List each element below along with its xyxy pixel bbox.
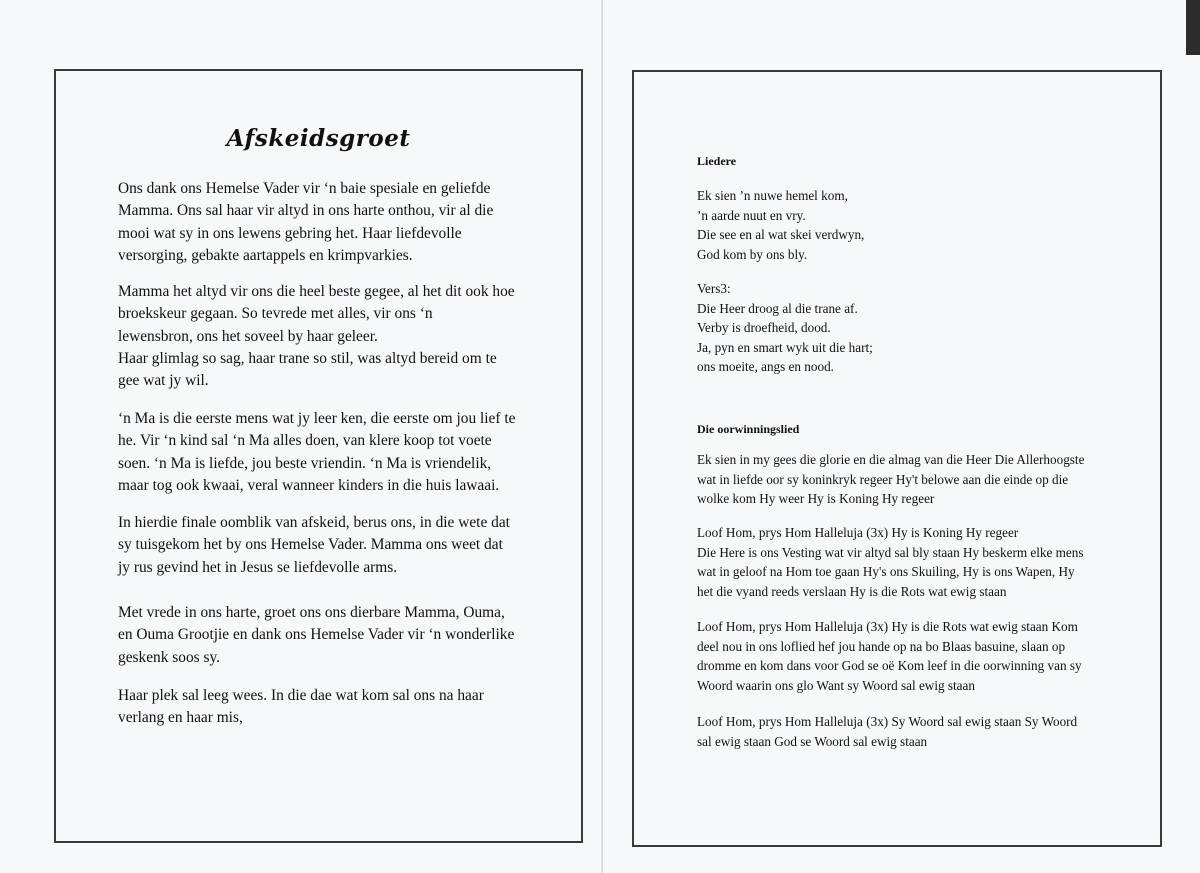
text-line: God kom by ons bly.: [697, 246, 808, 262]
scan-edge-mark: [1186, 0, 1200, 55]
text-line: Die see en al wat skei verdwyn,: [697, 227, 865, 243]
text-line: dromme en kom dans voor God se oë Kom leef in die oorwinning van sy: [697, 658, 1082, 674]
text-line: Woord waarin ons glo Want sy Woord sal ewig staan: [697, 677, 975, 693]
text-line: verlang en haar mis,: [118, 709, 243, 727]
text-line: Die Here is ons Vesting wat vir altyd sal bly staan Hy beskerm elke mens: [697, 544, 1084, 560]
oorwinning-heading: Die oorwinningslied: [697, 422, 800, 436]
left-page-border: [54, 69, 583, 843]
paragraph-best: [118, 281, 558, 392]
paragraph-plek: [118, 685, 558, 730]
text-line: jy rus gevind het in Jesus se liefdevolle arms.: [118, 558, 398, 576]
text-line: Die Heer droog al die trane af.: [697, 300, 858, 316]
text-line: Ons dank ons Hemelse Vader vir ‘n baie spesiale en geliefde: [118, 180, 491, 197]
text-line: lewensbron, ons het soveel by haar geleer.: [118, 327, 378, 345]
text-line: ’n aarde nuut en vry.: [697, 207, 806, 223]
song-paragraph: [697, 712, 1107, 751]
right-page-border: [632, 70, 1162, 847]
song-paragraph: [697, 523, 1107, 601]
text-line: Verby is droefheid, dood.: [697, 320, 831, 336]
song-paragraph: [697, 450, 1107, 509]
text-line: deel nou in ons loflied hef jou hande op na bo Blaas basuine, slaan op: [697, 638, 1066, 654]
liedere-heading: Liedere: [697, 154, 737, 168]
text-line: Loof Hom, prys Hom Halleluja (3x) Hy is Koning Hy regeer: [697, 525, 1019, 540]
paragraph-vrede: [118, 602, 558, 669]
right-page: [603, 0, 1200, 873]
text-line: Mamma het altyd vir ons die heel beste gegee, al het dit ook hoe: [118, 283, 515, 300]
text-line: mooi wat sy in ons lewens gebring het. Haar liefdevolle: [118, 224, 462, 242]
text-line: Haar plek sal leeg wees. In die dae wat kom sal ons na haar: [118, 687, 484, 704]
text-line: In hierdie finale oomblik van afskeid, berus ons, in die wete dat: [118, 514, 510, 531]
text-line: het die vyand reeds verslaan Hy is die Rots wat ewig staan: [697, 583, 1007, 599]
text-line: wat in geloof na Hom toe gaan Hy's ons Skuiling, Hy is ons Wapen, Hy: [697, 564, 1075, 580]
paragraph-afskeid: [118, 512, 558, 579]
text-line: Loof Hom, prys Hom Halleluja (3x) Hy is die Rots wat ewig staan Kom: [697, 619, 1078, 634]
text-line: sal ewig staan God se Woord sal ewig staan: [697, 733, 928, 749]
text-line: broekskeur gegaan. So tevrede met alles, vir ons ‘n: [118, 305, 433, 323]
text-line: Loof Hom, prys Hom Halleluja (3x) Sy Woord sal ewig staan Sy Woord: [697, 714, 1078, 729]
text-line: ons moeite, angs en nood.: [697, 359, 834, 375]
text-line: Vers3:: [697, 281, 731, 296]
text-line: Ek sien in my gees die glorie en die almag van die Heer Die Allerhoogste: [697, 452, 1085, 467]
text-line: Haar glimlag so sag, haar trane so stil, was altyd bereid om te: [118, 349, 497, 367]
paragraph-thanks: [118, 178, 558, 267]
paragraph-ma: [118, 408, 558, 497]
text-line: sy tuisgekom het by ons Hemelse Vader. Mamma ons weet dat: [118, 536, 503, 554]
text-line: wolke kom Hy weer Hy is Koning Hy regeer: [697, 491, 935, 507]
text-line: Ja, pyn en smart wyk uit die hart;: [697, 339, 873, 355]
text-line: en Ouma Grootjie en dank ons Hemelse Vader vir ‘n wonderlike: [118, 626, 515, 644]
song-paragraph: [697, 617, 1107, 695]
text-line: Met vrede in ons harte, groet ons ons dierbare Mamma, Ouma,: [118, 604, 505, 621]
text-line: Ek sien ’n nuwe hemel kom,: [697, 188, 848, 203]
text-line: maar tog ook kwaai, veral wanneer kinders in die huis lawaai.: [118, 476, 500, 494]
text-line: he. Vir ‘n kind sal ‘n Ma alles doen, van klere koop tot voete: [118, 432, 492, 450]
text-line: geskenk soos sy.: [118, 648, 221, 666]
text-line: versorging, gebakte aartappels en krimpvarkies.: [118, 246, 413, 264]
page-title: Afskeidsgroet: [226, 125, 411, 152]
text-line: Mamma. Ons sal haar vir altyd in ons harte onthou, vir al die: [118, 202, 494, 220]
text-line: soen. ‘n Ma is liefde, jou beste vriendin. ‘n Ma is vriendelik,: [118, 454, 492, 472]
verse-1: [697, 186, 1107, 264]
text-line: gee wat jy wil.: [118, 372, 209, 390]
text-line: ‘n Ma is die eerste mens wat jy leer ken, die eerste om jou lief te: [118, 410, 516, 427]
text-line: wat in liefde oor sy koninkryk regeer Hy't belowe aan die einde op die: [697, 471, 1069, 487]
verse-3: [697, 279, 1107, 377]
